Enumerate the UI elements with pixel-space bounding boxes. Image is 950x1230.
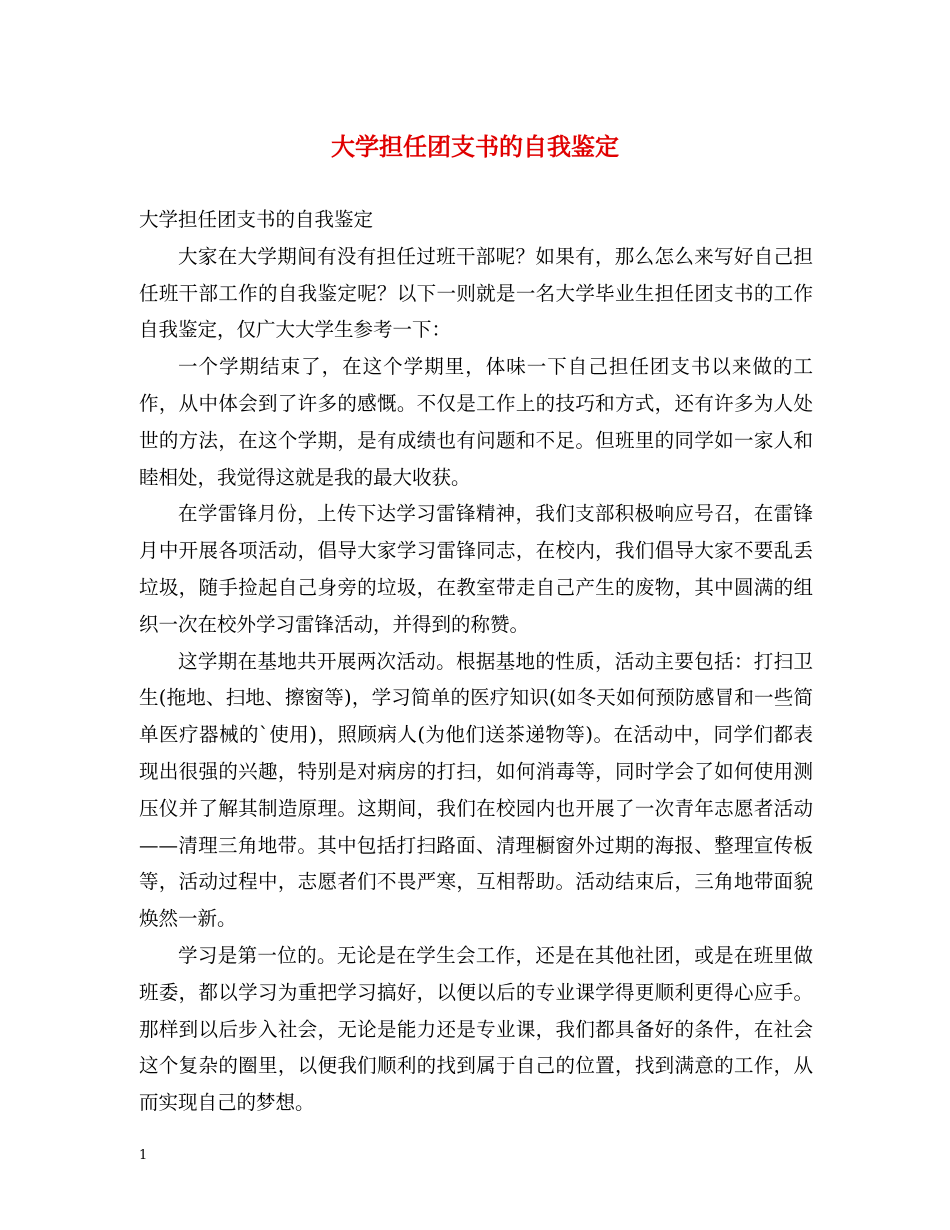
document-title: 大学担任团支书的自我鉴定 <box>331 132 619 161</box>
document-subtitle: 大学担任团支书的自我鉴定 <box>139 208 374 231</box>
paragraph-leifeng: 在学雷锋月份，上传下达学习雷锋精神，我们支部积极响应号召，在雷锋月中开展各项活动，倡导大家学习雷锋同志，在校内，我们倡导大家不要乱丢垃圾，随手捡起自己身旁的垃圾，在教室带走自己产生的废物，其中圆满的组织一次在校外学习雷锋活动，并得到的称赞。 <box>139 502 813 636</box>
paragraph-intro: 大家在大学期间有没有担任过班干部呢？如果有，那么怎么来写好自己担任班干部工作的自我鉴定呢？以下一则就是一名大学毕业生担任团支书的工作自我鉴定，仅广大大学生参考一下： <box>139 244 813 342</box>
paragraph-semester: 一个学期结束了，在这个学期里，体味一下自己担任团支书以来做的工作，从中体会到了许多的感慨。不仅是工作上的技巧和方式，还有许多为人处世的方法，在这个学期，是有成绩也有问题和不足。但班里的同学如一家人和睦相处，我觉得这就是我的最大收获。 <box>139 355 813 489</box>
document-body <box>139 202 813 1122</box>
paragraph-base-activities: 这学期在基地共开展两次活动。根据基地的性质，活动主要包括：打扫卫生(拖地、扫地、擦窗等)，学习简单的医疗知识(如冬天如何预防感冒和一些简单医疗器械的`使用)，照顾病人(为他们送茶递物等)。在活动中，同学们都表现出很强的兴趣，特别是对病房的打扫，如何消毒等，同时学会了如何使用测压仪并了解其制造原理。这期间，我们在校园内也开展了一次青年志愿者活动——清理三角地带。其中包括打扫路面、清理橱窗外过期的海报、整理宣传板等，活动过程中，志愿者们不畏严寒，互相帮助。活动结束后，三角地带面貌焕然一新。 <box>139 649 813 931</box>
paragraph-study: 学习是第一位的。无论是在学生会工作，还是在其他社团，或是在班里做班委，都以学习为重把学习搞好，以便以后的专业课学得更顺利更得心应手。那样到以后步入社会，无论是能力还是专业课，我们都具备好的条件，在社会这个复杂的圈里，以便我们顺利的找到属于自己的位置，找到满意的工作，从而实现自己的梦想。 <box>139 943 813 1115</box>
page-number: 1 <box>139 1148 148 1163</box>
